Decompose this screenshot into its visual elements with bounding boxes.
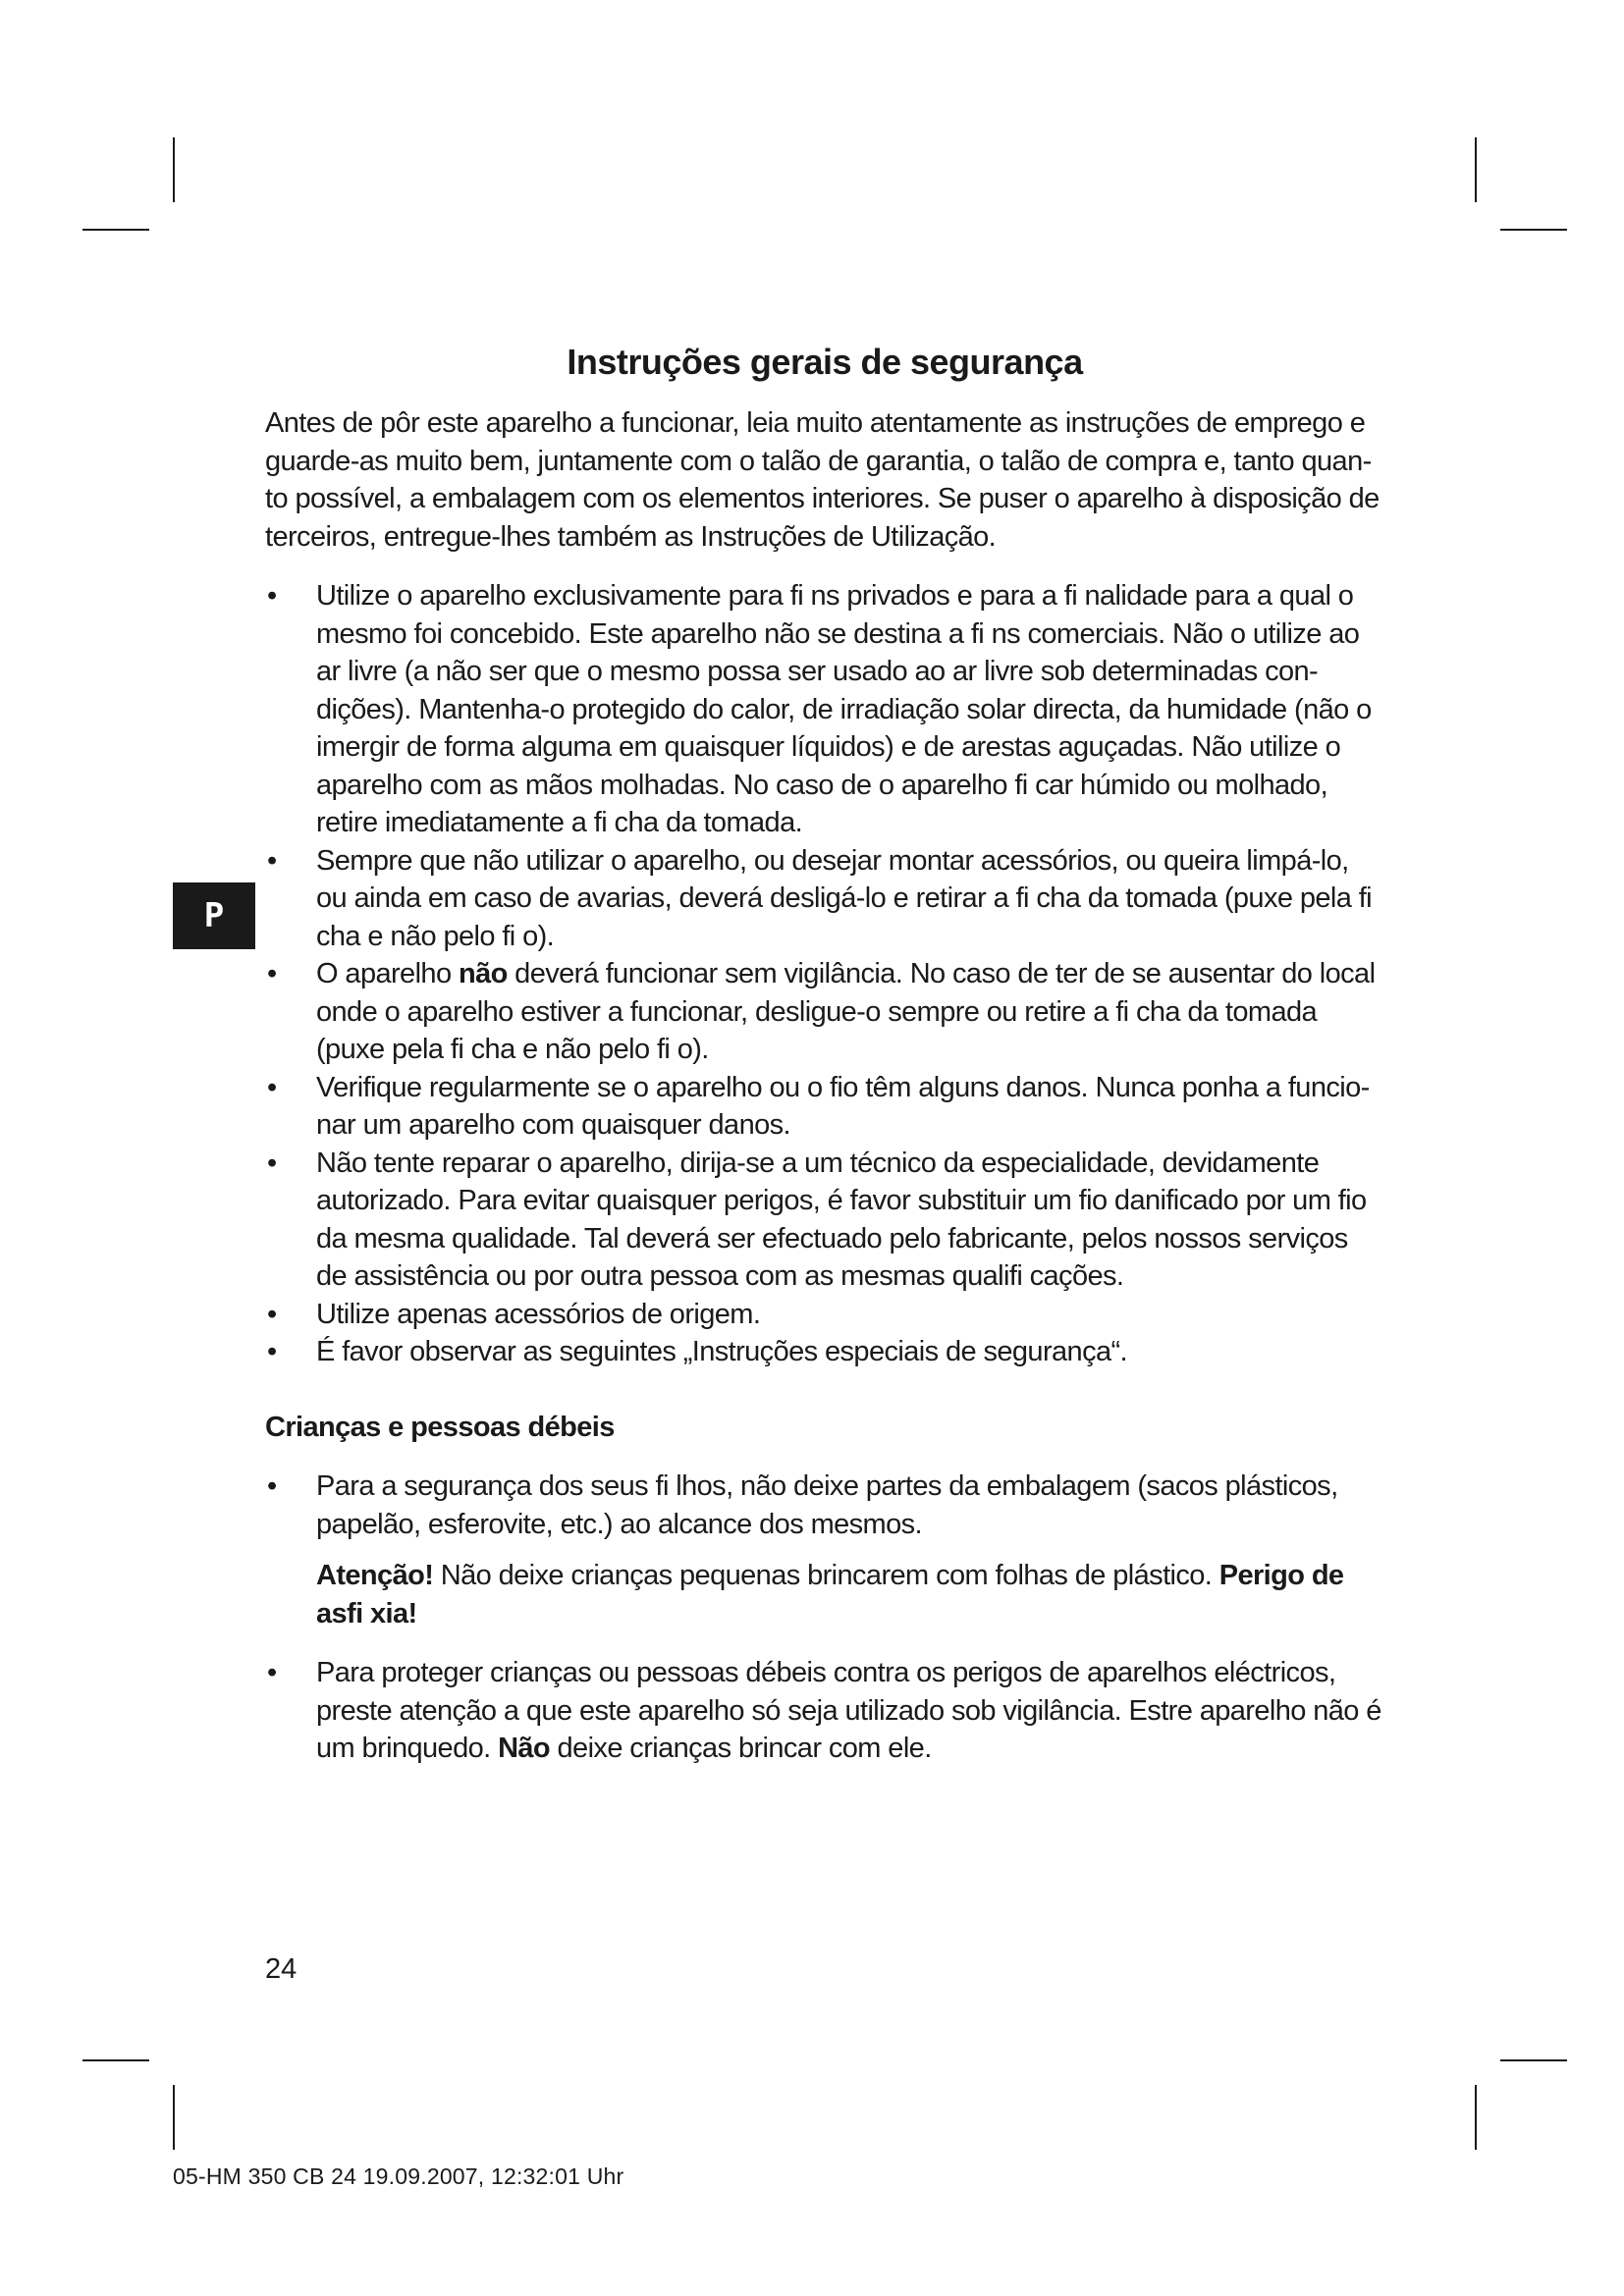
crop-mark-bottom-left-vertical (173, 2085, 175, 2150)
intro-paragraph: Antes de pôr este aparelho a funcionar, leia muito atentamente as instruções de emprego e guarde-as muito bem, juntamente com o talão de garantia, o talão de compra e, tanto quan-to possível, a embalagem com os elementos interiores. Se puser o aparelho à disposição de terceiros, entregue-lhes também as Instruções de Utilização. (265, 407, 1380, 553)
list-item: • Utilize apenas acessórios de origem. (265, 1296, 1384, 1334)
crop-mark-top-right-horizontal (1500, 229, 1567, 231)
item-text: O aparelho (316, 958, 459, 989)
page-number: 24 (265, 1953, 298, 1985)
document-body (265, 404, 1384, 1768)
list-item: • Verifique regularmente se o aparelho ou o fio têm alguns danos. Nunca ponha a funcio-nar um aparelho com quaisquer danos. (265, 1069, 1384, 1145)
item-emphasis: não (458, 958, 508, 989)
crop-mark-top-left-vertical (173, 137, 175, 202)
item-text: Para proteger crianças ou pessoas débeis contra os perigos de aparelhos eléctricos, preste atenção a que este aparelho só seja utilizado sob vigilância. Estre aparelho não é um brinquedo. (316, 1657, 1381, 1764)
item-text: deverá funcionar sem vigilância. No caso de ter de se ausentar do local onde o aparelho estiver a funcionar, desligue-o sempre ou retire a fi cha da tomada (puxe pela fi cha e não pelo fi o). (316, 958, 1376, 1065)
attention-label: Atenção! (316, 1560, 434, 1591)
crop-mark-top-right-vertical (1475, 137, 1477, 202)
attention-warning: Perigo de asfi xia! (316, 1560, 1344, 1629)
children-list (265, 1468, 1384, 1543)
list-item (265, 955, 1384, 1069)
section-heading: Crianças e pessoas débeis (265, 1411, 615, 1443)
attention-note (316, 1557, 1384, 1632)
safety-list (265, 577, 1384, 1371)
children-list-2 (265, 1654, 1384, 1768)
item-emphasis: Não (498, 1733, 551, 1764)
language-tab: P (173, 882, 255, 949)
item-text: deixe crianças brincar com ele. (550, 1733, 932, 1764)
list-item: • Sempre que não utilizar o aparelho, ou desejar montar acessórios, ou queira limpá-lo, ou ainda em caso de avarias, deverá desligá-lo e retirar a fi cha da tomada (puxe pela fi cha e não pelo fi o). (265, 842, 1384, 956)
crop-mark-bottom-right-vertical (1475, 2085, 1477, 2150)
list-item: • Utilize o aparelho exclusivamente para fi ns privados e para a fi nalidade para a qual o mesmo foi concebido. Este aparelho não se destina a fi ns comerciais. Não o utilize ao ar livre (a não ser que o mesmo possa ser usado ao ar livre sob determinadas con-dições). Mantenha-o protegido do calor, de irradiação solar directa, da humidade (não o imergir de forma alguma em quaisquer líquidos) e de arestas aguçadas. Não utilize o aparelho com as mãos molhadas. No caso de o aparelho fi car húmido ou molhado, retire imediatamente a fi cha da tomada. (265, 577, 1384, 842)
crop-mark-bottom-left-horizontal (82, 2059, 149, 2061)
list-item: • Não tente reparar o aparelho, dirija-se a um técnico da especialidade, devidamente autorizado. Para evitar quaisquer perigos, é favor substituir um fio danificado por um fio da mesma qualidade. Tal deverá ser efectuado pelo fabricante, pelos nossos serviços de assistência ou por outra pessoa com as mesmas qualifi cações. (265, 1145, 1384, 1296)
attention-text: Não deixe crianças pequenas brincarem com folhas de plástico. (433, 1560, 1219, 1591)
print-footer: 05-HM 350 CB 24 19.09.2007, 12:32:01 Uhr (173, 2163, 624, 2189)
list-item: • Para a segurança dos seus fi lhos, não deixe partes da embalagem (sacos plásticos, papelão, esferovite, etc.) ao alcance dos mesmos. (265, 1468, 1384, 1543)
crop-mark-top-left-horizontal (82, 229, 149, 231)
page-title: Instruções gerais de segurança (567, 342, 1083, 382)
crop-mark-bottom-right-horizontal (1500, 2059, 1567, 2061)
list-item: • É favor observar as seguintes „Instruções especiais de segurança“. (265, 1333, 1384, 1371)
list-item (265, 1654, 1384, 1768)
